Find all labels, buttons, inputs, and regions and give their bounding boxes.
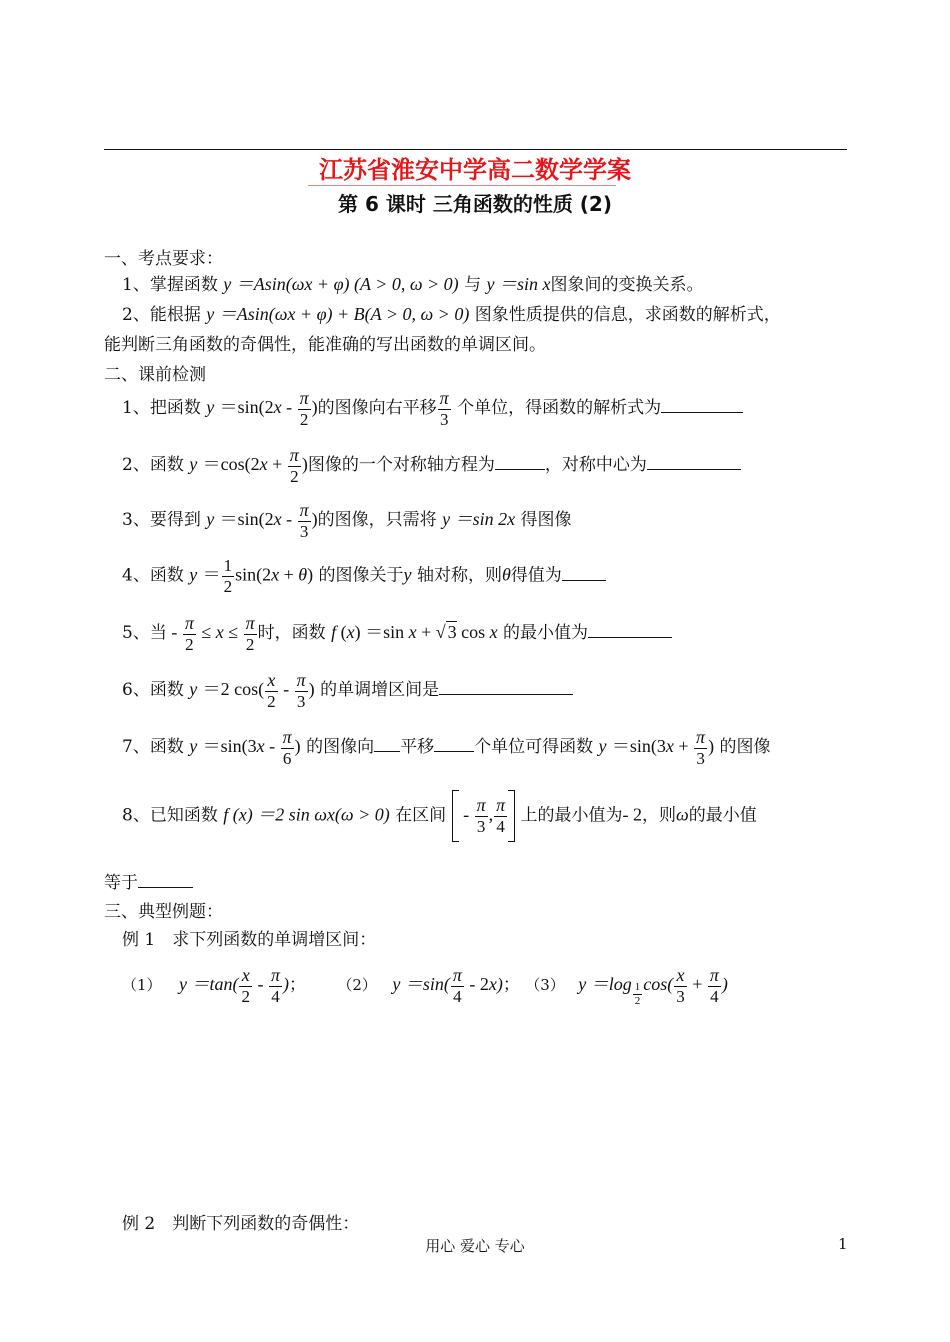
question-4: 4、函数 y ＝ $\frac{1}{2}$ sin(2x + θ) 的图像关于y 轴对称，则θ得值为 — [122, 556, 606, 596]
question-8: 8、已知函数 f (x) ＝2 sin ωx(ω > 0) 在区间 - $\frac{\pi}{3}$ , $\frac{\pi}{4}$ 上的最小值为- 2，则ω的最小值 — [122, 790, 757, 842]
question-1: 1、把函数 y ＝sin(2x - $\frac{\pi}{2}$ )的图像向右平移 $\frac{\pi}{3}$ 个单位，得函数的解析式为 — [122, 388, 743, 429]
example-1-problems: （1） y ＝tan( $\frac{x}{2}$ - $\frac{\pi}{4}$ )； （2） y ＝sin( $\frac{\pi}{4}$ - 2x)； （3） y ＝log $\frac{1}{2}$ cos( $\frac{x}{3}$ + $\frac{\pi}{4}$ ) — [122, 965, 728, 1008]
example-1-title: 例 1 求下列函数的单调增区间： — [122, 930, 377, 950]
question-6: 6、函数 y ＝2 cos( $\frac{x}{2}$ - $\frac{\pi}{3}$ ) 的单调增区间是 — [122, 670, 573, 711]
section1-item2: 2、能根据 y ＝Asin(ωx + φ) + B(A > 0, ω > 0) 图象性质提供的信息，求函数的解析式， — [122, 304, 781, 325]
question-3: 3、要得到 y ＝sin(2x - $\frac{\pi}{3}$ )的图像，只需将 y ＝sin 2x 得图像 — [122, 500, 572, 541]
school-title: 江苏省淮安中学高二数学学案 — [319, 156, 631, 184]
lesson-title: 第 6 课时 三角函数的性质 (2) — [338, 192, 612, 216]
section2-heading: 二、课前检测 — [104, 365, 206, 385]
title-underline — [308, 185, 616, 186]
question-5: 5、当 - $\frac{\pi}{2}$ ≤ x ≤ $\frac{\pi}{2}$ 时，函数 f (x) ＝sin x + √ 3 cos x 的最小值为 — [122, 613, 672, 654]
page-number: 1 — [838, 1235, 848, 1253]
example-2-title: 例 2 判断下列函数的奇偶性： — [122, 1214, 360, 1234]
section3-heading: 三、典型例题： — [104, 902, 223, 922]
question-8-line2: 等于 — [104, 868, 193, 893]
section1-item2-line2: 能判断三角函数的奇偶性，能准确的写出函数的单调区间。 — [104, 335, 546, 355]
question-2: 2、函数 y ＝cos(2x + $\frac{\pi}{2}$ )图像的一个对称轴方程为 ，对称中心为 — [122, 445, 741, 486]
section1-heading: 一、考点要求： — [104, 249, 223, 269]
section1-item1: 1、掌握函数 y ＝Asin(ωx + φ) (A > 0, ω > 0) 与 y ＝sin x图象间的变换关系。 — [122, 274, 704, 295]
footer-text: 用心 爱心 专心 — [425, 1237, 525, 1255]
question-7: 7、函数 y ＝sin(3x - $\frac{\pi}{6}$ ) 的图像向 平移 个单位可得函数 y ＝sin(3x + $\frac{\pi}{3}$ ) 的图像 — [122, 727, 771, 768]
